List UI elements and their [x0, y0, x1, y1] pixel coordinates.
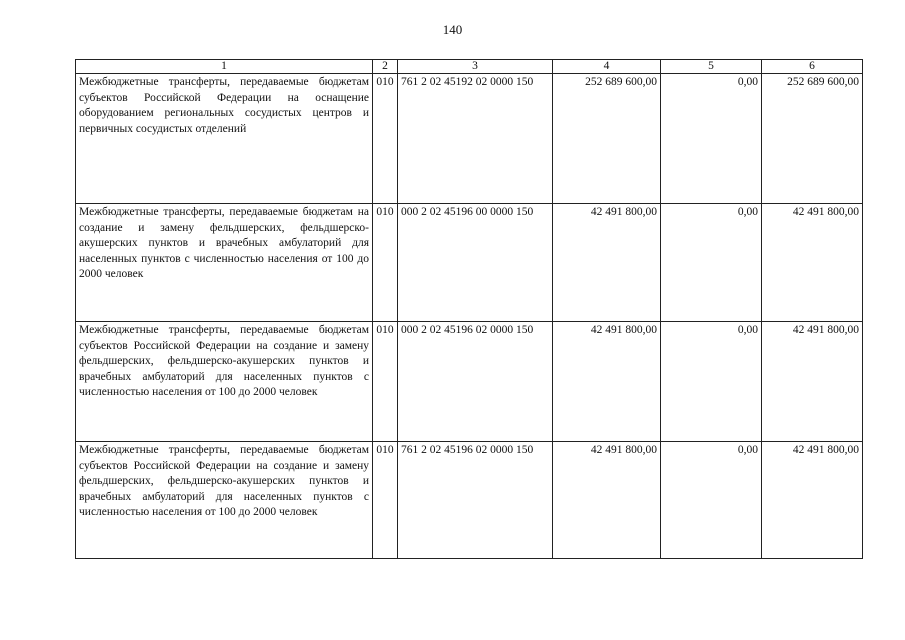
row-kbk: 000 2 02 45196 00 0000 150	[398, 204, 553, 322]
row-code: 010	[373, 204, 398, 322]
row-description: Межбюджетные трансферты, передаваемые бюджетам субъектов Российской Федерации на оснащение оборудованием региональных сосудистых центров и первичных сосудистых отделений	[76, 74, 373, 204]
row-kbk: 761 2 02 45192 02 0000 150	[398, 74, 553, 204]
row-col5-amount: 0,00	[661, 442, 762, 559]
column-header-5: 5	[661, 60, 762, 74]
column-header-6: 6	[762, 60, 863, 74]
column-header-3: 3	[398, 60, 553, 74]
column-header-2: 2	[373, 60, 398, 74]
row-col4-amount: 42 491 800,00	[553, 322, 661, 442]
row-kbk: 000 2 02 45196 02 0000 150	[398, 322, 553, 442]
column-header-4: 4	[553, 60, 661, 74]
table-row	[76, 74, 863, 204]
row-col6-amount: 252 689 600,00	[762, 74, 863, 204]
row-description: Межбюджетные трансферты, передаваемые бюджетам субъектов Российской Федерации на создание и замену фельдшерских, фельдшерско-акушерских пунктов и врачебных амбулаторий для населенных пунктов с численностью населения от 100 до 2000 человек	[76, 322, 373, 442]
row-col4-amount: 42 491 800,00	[553, 442, 661, 559]
row-col5-amount: 0,00	[661, 204, 762, 322]
row-col5-amount: 0,00	[661, 322, 762, 442]
row-description: Межбюджетные трансферты, передаваемые бюджетам на создание и замену фельдшерских, фельдшерско-акушерских пунктов и врачебных амбулаторий для населенных пунктов с численностью населения от 100 до 2000 человек	[76, 204, 373, 322]
row-col6-amount: 42 491 800,00	[762, 442, 863, 559]
row-col4-amount: 252 689 600,00	[553, 74, 661, 204]
row-col5-amount: 0,00	[661, 74, 762, 204]
table-row	[76, 322, 863, 442]
row-code: 010	[373, 322, 398, 442]
row-kbk: 761 2 02 45196 02 0000 150	[398, 442, 553, 559]
table-row	[76, 442, 863, 559]
row-col6-amount: 42 491 800,00	[762, 204, 863, 322]
row-col6-amount: 42 491 800,00	[762, 322, 863, 442]
page-number: 140	[442, 22, 463, 37]
row-description: Межбюджетные трансферты, передаваемые бюджетам субъектов Российской Федерации на создание и замену фельдшерских, фельдшерско-акушерских пунктов и врачебных амбулаторий для населенных пунктов с численностью населения от 100 до 2000 человек	[76, 442, 373, 559]
column-header-1: 1	[76, 60, 373, 74]
row-col4-amount: 42 491 800,00	[553, 204, 661, 322]
budget-table	[75, 59, 863, 559]
row-code: 010	[373, 442, 398, 559]
row-code: 010	[373, 74, 398, 204]
table-header-row	[76, 60, 863, 74]
table-row	[76, 204, 863, 322]
